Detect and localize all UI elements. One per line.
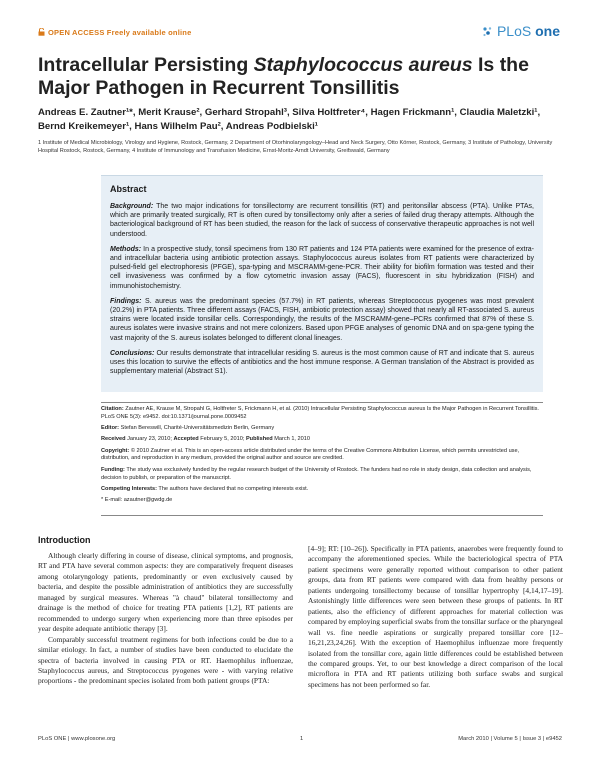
intro-paragraph: Although clearly differing in course of disease, clinical symptoms, and prognosis, RT and PTA have several common aspects: they are comparatively frequent diseases among otolaryngology patients, predominantly or even exclusively caused by bacteria, and despite the possible administration of antibiotics they are successfully managed by surgical measures. Whereas "à chaud" bilateral tonsillectomy and drainage is the method of choice for treating PTA patients [1,2], RT patients are recommended to undergo surgery when experiencing more than three episodes per year despite adequate antibiotic therapy [3]. (38, 551, 293, 634)
dates: Received January 23, 2010; Accepted February 5, 2010; Published March 1, 2010 (101, 436, 310, 443)
abstract-heading: Abstract (110, 184, 147, 194)
article-title: Intracellular Persisting Staphylococcus aureus Is the Major Pathogen in Recurrent Tonsillitis (38, 54, 529, 99)
footer-issue: March 2010 | Volume 5 | Issue 3 | e9452 (458, 736, 562, 742)
plos-dots-icon (482, 26, 494, 38)
brand-suffix: one (535, 23, 560, 39)
abstract-findings: Findings: S. aureus was the predominant species (57.7%) in RT patients, whereas Streptococcus pyogenes was most prevalent (20.2%) in PTA patients. Three different assays (FACS, FISH, antibiotic protection assay) showed that nearly all RT-associated S. aureus strains were located inside tonsillar cells. Correspondingly, the results of the MSCRAMM-gene–PCRs confirmed that 87% of these S. aureus isolates were invasive strains and not mere colonizers. Based upon PFGE analyses of genomic DNA and on spa-gene typing the vast majority of the S. aureus isolates belonged to different clonal lineages. (110, 297, 534, 342)
author-list: Andreas E. Zautner¹*, Merit Krause², Gerhard Stropahl³, Silva Holtfreter⁴, Hagen Frickmann¹, Claudia Maletzki¹, Bernd Kreikemeyer¹, Hans Wilhelm Pau², Andreas Podbielski¹ (38, 107, 541, 132)
open-access-label: OPEN ACCESS Freely available online (48, 28, 192, 37)
brand-prefix: PLoS (496, 23, 532, 39)
affiliations: 1 Institute of Medical Microbiology, Virology and Hygiene, Rostock, Germany, 2 Department of Otorhinolaryngology–Head and Neck Surgery, Otto Körner, Rostock, Germany, 3 Institute of Pathology, University Hospital Rostock, Rostock, Germany, 4 Institute of Immunology and Transfusion Medicine, Ernst-Moritz-Arndt University, Greifswald, Germany (38, 140, 553, 155)
left-column (38, 551, 293, 687)
intro-paragraph: [4–9]; RT: [10–26]). Specifically in PTA patients, anaerobes were frequently found to accompany the aforementioned species. While the bacteriological spectra of PTA patient specimens were generally reported without comparison to other patient groups, data from RT patients were compared with data from healthy persons or patients undergoing tonsillectomy because of tonsillar hypertrophy [4,14,17–19]. Astonishingly little differences were seen between these groups of patients. In RT patients, also the efficiency of different approaches for material collection was compared by employing superficial swabs from the tonsillar surface or the pharyngeal wall vs. fine needle aspirations or surgically prepared tonsillar core [12–16,21,23,24,26]. With the exception of Haemophilus influenzae more frequently isolated from the tonsillar core, again little differences could be established between the compared groups. Yet, to our best knowledge a direct comparison of the local microflora in PTA and RT patients utilizing both surface swabs and surgical specimens has not been performed so far. (308, 544, 563, 689)
journal-logo (482, 23, 560, 39)
introduction-heading: Introduction (38, 535, 91, 545)
footer-journal: PLoS ONE | www.plosone.org (38, 736, 116, 742)
abstract-methods: Methods: In a prospective study, tonsil specimens from 130 RT patients and 124 PTA patients were examined for the presence of extra- and intracellular bacteria using antibiotic protection assays. Staphylococcus aureus isolates from RT patients were characterized by pulsed-field gel electrophoresis (PFGE), spa-typing and MSCRAMM-gene-PCR. Their ability for biofilm formation was tested and their cell invasiveness was confirmed by a flow cytometric invasion assay (FACS), fluorescent in situ hybridization (FISH) and immunohistochemistry. (110, 245, 534, 290)
article-metadata (101, 406, 543, 508)
email[interactable]: * E-mail: azautner@gwdg.de (101, 497, 173, 504)
copyright: Copyright: © 2010 Zautner et al. This is an open-access article distributed under the terms of the Creative Commons Attribution License, which permits unrestricted use, distribution, and reproduction in any medium, provided the original author and source are credited. (101, 447, 520, 462)
competing-interests: Competing Interests: The authors have declared that no competing interests exist. (101, 485, 309, 492)
open-lock-icon (38, 28, 45, 36)
title-species: Staphylococcus aureus (253, 54, 473, 76)
meta-bottom-rule (101, 515, 543, 516)
open-access-banner (38, 28, 191, 37)
abstract-conclusions: Conclusions: Our results demonstrate that intracellular residing S. aureus is the most common cause of RT and indicate that S. aureus uses this location to survive the effects of antibiotics and the host immune response. A German translation of the Abstract is provided as supplementary material (Abstract S1). (110, 349, 534, 376)
abstract-box (101, 175, 543, 392)
citation: Citation: Zautner AE, Krause M, Stropahl G, Holtfreter S, Frickmann H, et al. (2010) Intracellular Persisting Staphylococcus aureus Is the Major Pathogen in Recurrent Tonsillitis. PLoS ONE 5(3): e9452. doi:10.1371/journal.pone.0009452 (101, 406, 539, 420)
funding: Funding: The study was exclusively funded by the regular research budget of the University of Rostock. The funders had no role in study design, data collection and analysis, decision to publish, or preparation of the manuscript. (101, 466, 532, 481)
meta-top-rule (101, 402, 543, 403)
editor: Editor: Stefan Bereswill, Charité-Universitätsmedizin Berlin, Germany (101, 425, 275, 432)
page-number: 1 (300, 736, 304, 742)
intro-paragraph: Comparably successful treatment regimens for both infections could be due to a similar etiology. In fact, a number of studies have been conducted to elucidate the spectra of bacteria involved in causing PTA or RT. Haemophilus influenzae, Staphylococcus aureus, and Streptococcus pyogenes were - with varying relative proportions - the predominant species isolated from both patient groups (PTA: (38, 634, 293, 686)
right-column (308, 544, 563, 690)
abstract-background: Background: The two major indications for tonsillectomy are recurrent tonsillitis (RT) and peritonsillar abscess (PTA). Unlike PTAs, which are primarily treated surgically, RT is often cured by tonsillectomy only after a series of failed drug therapy attempts. Although the bacteriological background of RT has been studied, the reason for the lack of success of conservative therapeutic approaches is not well understood. (110, 203, 534, 238)
